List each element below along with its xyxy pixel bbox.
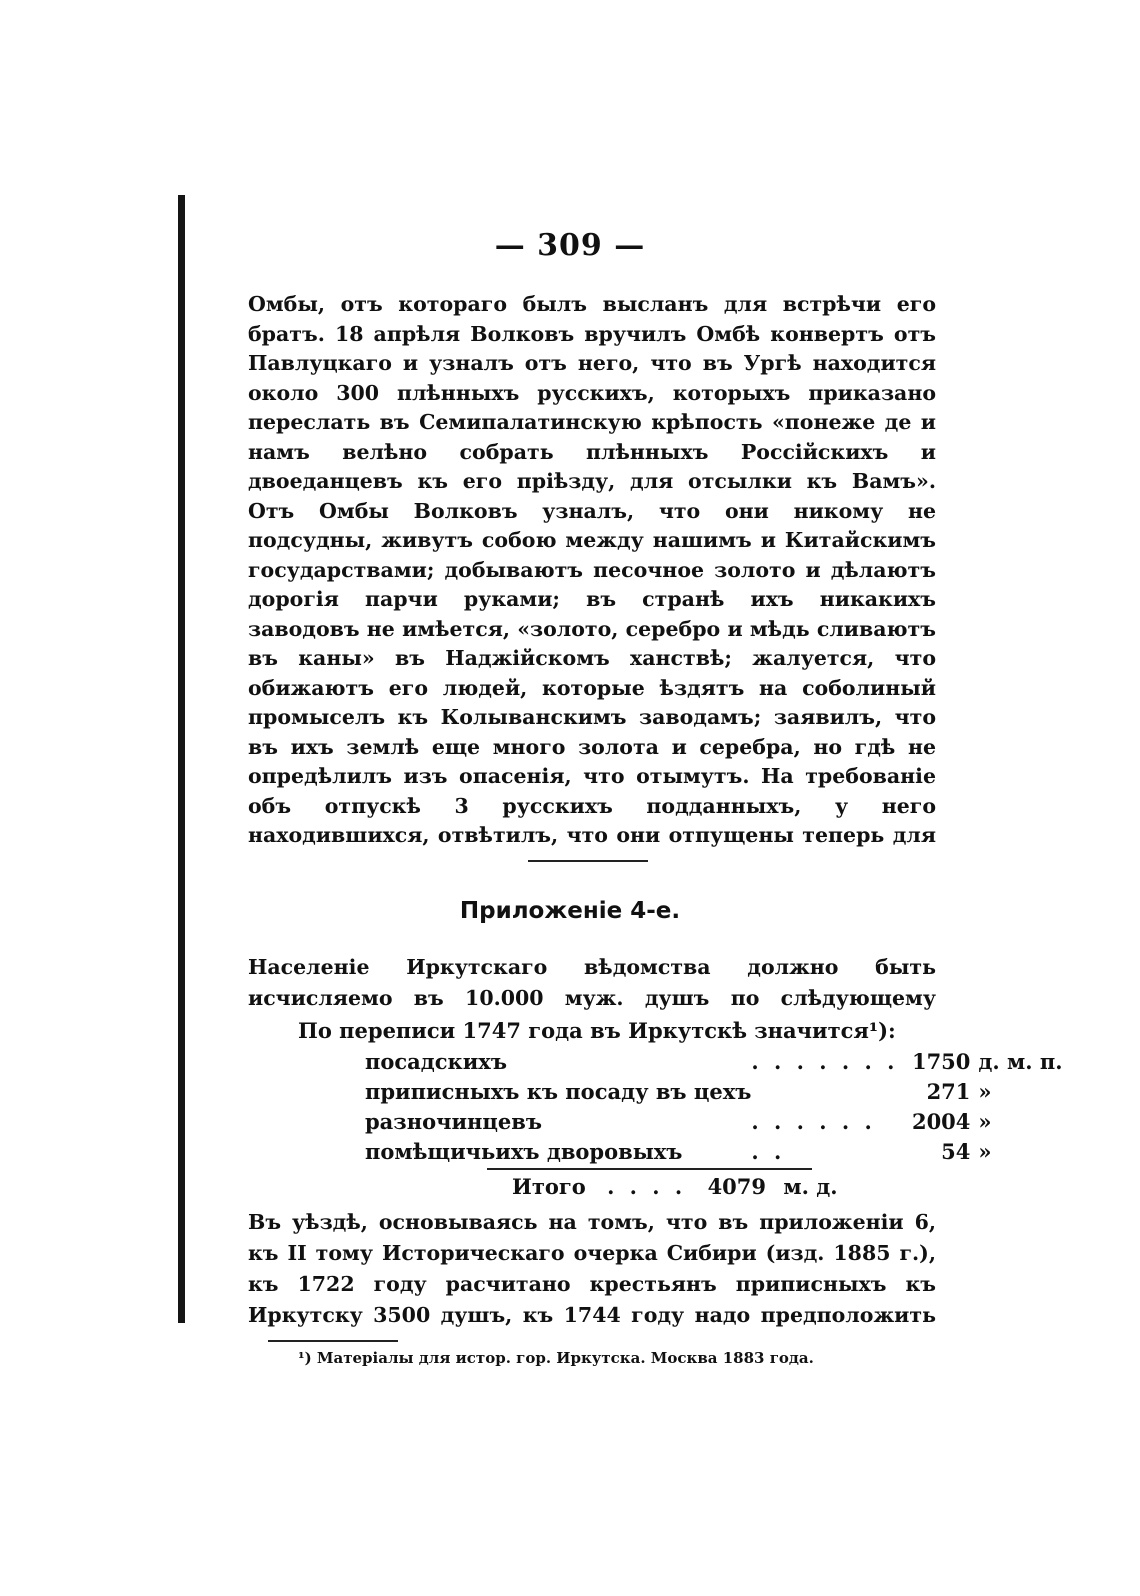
row-name: помѣщичьихъ дворовыхъ [365, 1138, 683, 1164]
row-value: 271 [926, 1078, 971, 1104]
row-value: 54 [941, 1138, 971, 1164]
row-name: разночинцевъ [365, 1108, 542, 1134]
row-value: 1750 [911, 1048, 971, 1074]
body-paragraph-1: Омбы, отъ котораго былъ высланъ для встрѣчи его братъ. 18 апрѣля Волковъ вручилъ Омбѣ конвертъ отъ Павлуцкаго и узналъ отъ него, что въ Ургѣ находится около 300 плѣнныхъ русскихъ, которыхъ приказано переслать въ Семипалатинскую крѣпость «понеже де и намъ велѣно собрать плѣнныхъ Россійскихъ и двоеданцевъ къ его пріѣзду, для отсылки къ Вамъ». Отъ Омбы Волковъ узналъ, что они никому не подсудны, живутъ собою между нашимъ и Китайскимъ государствами; добываютъ песочное золото и дѣлаютъ дорогія парчи руками; въ странѣ ихъ никакихъ заводовъ не имѣется, «золото, серебро и мѣдь сливаютъ въ каны» въ Наджійскомъ ханствѣ; жалуется, что обижаютъ его людей, которые ѣздятъ на соболиный промыселъ къ Колыванскимъ заводамъ; заявилъ, что въ ихъ землѣ еще много золота и серебра, но гдѣ не опредѣлилъ изъ опасенія, что отымутъ. На требованіе объ отпускѣ 3 русскихъ подданныхъ, у него находившихся, отвѣтилъ, что они отпущены теперь для [248, 292, 936, 847]
total-label: Итого [512, 1174, 586, 1199]
body-paragraph-3: Въ уѣздѣ, основываясь на томъ, что въ приложеніи 6, къ II тому Историческаго очерка Сибири (изд. 1885 г.), къ 1722 году расчитано крестьянъ приписныхъ къ Иркутску 3500 душъ, къ 1744 году надо предположить [248, 1210, 936, 1327]
row-dots: . . . . . . [751, 1108, 876, 1134]
section-divider [528, 860, 648, 862]
row-name: посадскихъ [365, 1048, 507, 1074]
row-dots: . . [751, 1138, 786, 1164]
table-row [365, 1136, 1088, 1166]
footnote: ¹) Матеріалы для истор. гор. Иркутска. Москва 1883 года. [298, 1349, 814, 1367]
section-title: Приложеніе 4-е. [459, 898, 681, 924]
table-row [365, 1046, 1088, 1076]
table-row [365, 1106, 1088, 1136]
footnote-rule [268, 1340, 398, 1342]
total-dots: . . . . [607, 1174, 687, 1199]
row-unit: » [978, 1138, 992, 1164]
row-dots: . . . . . . . [751, 1048, 899, 1074]
census-intro: По переписи 1747 года въ Иркутскѣ значится¹): [298, 1018, 896, 1043]
census-table [365, 1046, 1088, 1166]
table-row [365, 1076, 1088, 1106]
body-paragraph-2: Населеніе Иркутскаго вѣдомства должно быть исчисляемо въ 10.000 муж. душъ по слѣдующему [248, 955, 936, 1010]
total-value: 4079 [707, 1174, 767, 1199]
total-rule [487, 1168, 812, 1170]
page-edge-shadow [178, 195, 185, 1323]
row-unit: д. м. п. [978, 1048, 1063, 1074]
row-unit: » [978, 1078, 992, 1104]
row-unit: » [978, 1108, 992, 1134]
row-dots [751, 1076, 898, 1106]
page-number: — 309 — [494, 228, 646, 263]
row-name: приписныхъ къ посаду въ цехъ [365, 1078, 752, 1104]
row-value: 2004 [911, 1108, 971, 1134]
total-unit: м. д. [783, 1174, 838, 1199]
census-total [512, 1174, 838, 1199]
